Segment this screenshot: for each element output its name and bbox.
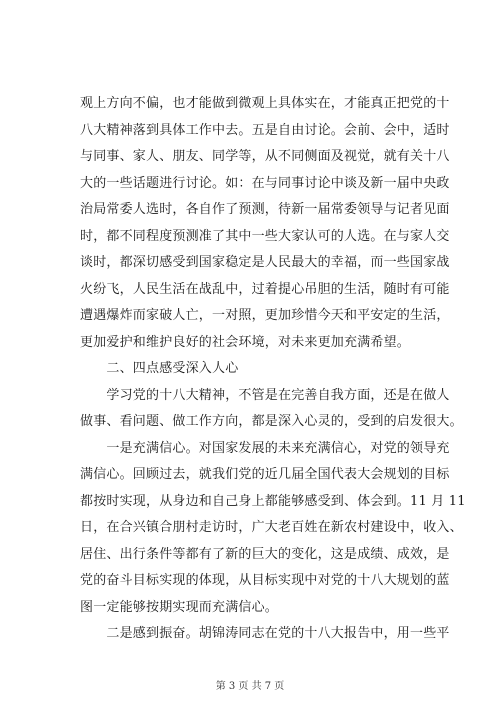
text-line: 时，都不同程度预测准了其中一些大家认可的人选。在与家人交: [80, 228, 450, 244]
text-line: 火纷飞，人民生活在战乱中，过着提心吊胆的生活，随时有可能: [80, 281, 450, 297]
text-line: 八大精神落到具体工作中去。五是自由讨论。会前、会中，适时: [80, 122, 450, 138]
text-line: 居住、出行条件等都有了新的巨大的变化，这是成绩、成效，是: [80, 546, 450, 562]
text-line: 一是充满信心。对国家发展的未来充满信心，对党的领导充: [80, 440, 450, 456]
text-line: 二是感到振奋。胡锦涛同志在党的十八大报告中，用一些平: [80, 626, 450, 641]
page-number-footer: 第 3 页 共 7 页: [215, 681, 285, 692]
text-line: 党的奋斗目标实现的体现，从目标实现中对党的十八大规划的蓝: [80, 573, 450, 588]
text-line: 满信心。回顾过去，就我们党的近几届全国代表大会规划的目标: [80, 467, 450, 482]
text-line: 做事、看问题、做工作方向，都是深入心灵的，受到的启发很大。: [80, 414, 463, 429]
text-line: 都按时实现，从身边和自己身上都能够感受到、体会到。11 月 11: [80, 493, 466, 509]
text-line: 更加爱护和维护良好的社会环境，对未来更加充满希望。: [80, 334, 411, 350]
text-line: 日，在合兴镇合朋村走访时，广大老百姓在新农村建设中，收入、: [80, 520, 463, 535]
body-text: [80, 91, 466, 648]
text-line: 学习党的十八大精神，不管是在完善自我方面，还是在做人: [80, 387, 450, 403]
text-line: 大的一些话题进行讨论。如：在与同事讨论中谈及新一届中央政: [80, 175, 450, 191]
text-line: 遭遇爆炸而家破人亡，一对照，更加珍惜今天和平安定的生活，: [80, 308, 450, 323]
section-heading: 二、四点感受深入人心: [80, 361, 239, 376]
text-line: 图一定能够按期实现而充满信心。: [80, 599, 279, 615]
text-line: 观上方向不偏，也才能做到微观上具体实在，才能真正把党的十: [80, 96, 450, 111]
text-line: 谈时，都深切感受到国家稳定是人民最大的幸福，而一些国家战: [80, 255, 450, 270]
text-line: 与同事、家人、朋友、同学等，从不同侧面及视觉，就有关十八: [80, 149, 450, 164]
text-line: 治局常委人选时，各自作了预测，待新一届常委领导与记者见面: [80, 202, 450, 217]
